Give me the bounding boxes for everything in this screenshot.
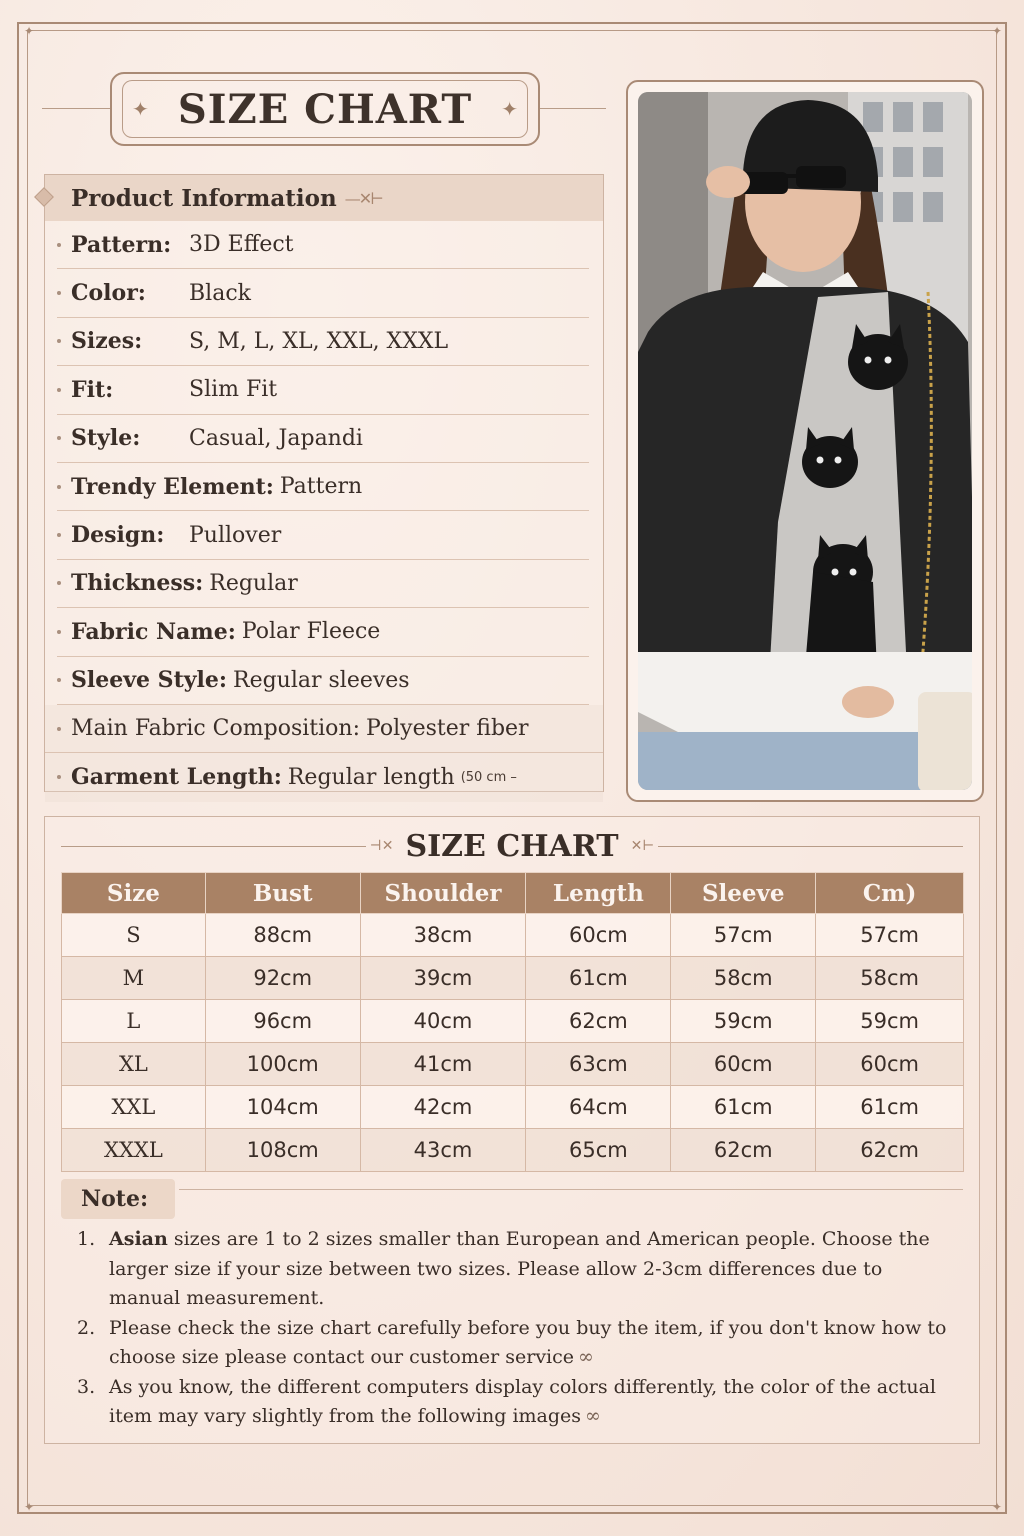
column-header-bust: Bust — [205, 873, 360, 914]
column-header-cm: Cm) — [816, 873, 964, 914]
product-info-header — [45, 175, 603, 221]
table-row: XXL 104cm 42cm 64cm 61cm 61cm — [62, 1086, 964, 1129]
swirl-ornament-icon: ∞ — [585, 1405, 601, 1427]
info-row-fabric-name: Fabric Name: Polar Fleece — [57, 608, 589, 656]
column-header-size: Size — [62, 873, 206, 914]
corner-sparkle-icon: ✦ — [991, 1500, 1003, 1514]
bullet-icon — [57, 388, 61, 392]
page-title: SIZE CHART — [177, 85, 473, 133]
info-row-thickness: Thickness: Regular — [57, 560, 589, 608]
bullet-icon — [57, 630, 61, 634]
size-table — [61, 872, 964, 1172]
info-row-color: Color: Black — [57, 269, 589, 317]
bullet-icon — [57, 339, 61, 343]
title-divider-right — [540, 108, 606, 109]
table-row: S 88cm 38cm 60cm 57cm 57cm — [62, 914, 964, 957]
product-photo-frame — [626, 80, 984, 802]
bullet-icon — [57, 533, 61, 537]
info-row-main-fabric: Main Fabric Composition: Polyester fiber — [45, 705, 603, 753]
info-row-trendy-element: Trendy Element: Pattern — [57, 463, 589, 511]
info-row-sizes: Sizes: S, M, L, XL, XXL, XXXL — [57, 318, 589, 366]
title-divider-left — [42, 108, 112, 109]
sparkle-icon: ✦ — [501, 97, 518, 121]
size-chart-title-row — [61, 823, 963, 869]
left-flourish-icon: ⊣✕ — [369, 838, 394, 854]
corner-sparkle-icon: ✦ — [991, 24, 1003, 38]
arrow-flourish-icon: —✕⊢ — [344, 188, 382, 208]
column-header-sleeve: Sleeve — [671, 873, 816, 914]
right-flourish-icon: ✕⊢ — [630, 838, 655, 854]
bullet-icon — [57, 291, 61, 295]
note-label: Note: — [61, 1179, 175, 1219]
corner-sparkle-icon: ✦ — [23, 24, 35, 38]
bullet-icon — [57, 775, 61, 779]
column-header-length: Length — [526, 873, 671, 914]
bullet-icon — [57, 678, 61, 682]
bullet-icon — [57, 436, 61, 440]
info-row-design: Design: Pullover — [57, 511, 589, 559]
note-divider — [179, 1189, 963, 1190]
table-row: XL 100cm 41cm 63cm 60cm 60cm — [62, 1043, 964, 1086]
note-item: 2. Please check the size chart carefully before you buy the item, if you don't know how to choose size please contact our customer service ∞ — [77, 1316, 947, 1368]
sparkle-icon: ✦ — [132, 97, 149, 121]
note-item: 3. As you know, the different computers display colors differently, the color of the actual item may vary slightly from the following images ∞ — [77, 1375, 936, 1427]
size-chart-panel — [44, 816, 980, 1444]
product-photo — [638, 92, 972, 790]
product-info-heading: Product Information — [71, 184, 337, 212]
table-row: XXXL 108cm 43cm 65cm 62cm 62cm — [62, 1129, 964, 1172]
corner-sparkle-icon: ✦ — [23, 1500, 35, 1514]
notes-list — [77, 1225, 959, 1432]
size-table-header — [62, 873, 964, 914]
info-row-garment-length: Garment Length: Regular length (50 cm – — [45, 753, 603, 801]
bullet-icon — [57, 485, 61, 489]
table-row: M 92cm 39cm 61cm 58cm 58cm — [62, 957, 964, 1000]
info-row-sleeve-style: Sleeve Style: Regular sleeves — [57, 657, 589, 705]
info-row-style: Style: Casual, Japandi — [57, 415, 589, 463]
column-header-shoulder: Shoulder — [360, 873, 526, 914]
size-chart-title: SIZE CHART — [405, 828, 619, 864]
info-row-pattern: Pattern: 3D Effect — [57, 221, 589, 269]
bullet-icon — [57, 727, 61, 731]
title-banner — [110, 72, 540, 146]
swirl-ornament-icon: ∞ — [578, 1346, 594, 1368]
bullet-icon — [57, 243, 61, 247]
product-info-panel — [44, 174, 604, 792]
bullet-icon — [57, 581, 61, 585]
note-item: 1. Asian sizes are 1 to 2 sizes smaller than European and American people. Choose the larger size if your size between two sizes. Please allow 2-3cm differences due to manual measurement. — [77, 1228, 930, 1309]
table-row: L 96cm 40cm 62cm 59cm 59cm — [62, 1000, 964, 1043]
info-row-fit: Fit: Slim Fit — [57, 366, 589, 414]
